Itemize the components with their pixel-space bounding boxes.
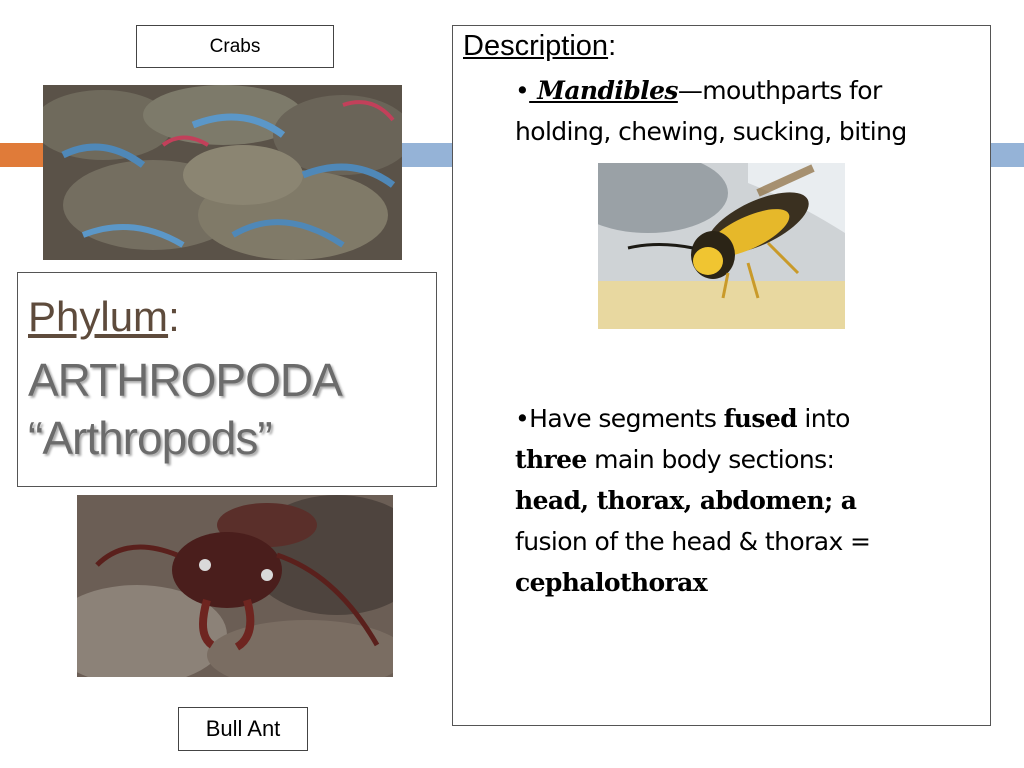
crabs-caption	[136, 25, 334, 68]
crab-photo	[43, 85, 402, 260]
accent-bar-orange	[0, 143, 44, 167]
phylum-title-box	[17, 272, 437, 487]
bull-ant-photo	[77, 495, 393, 677]
crabs-caption-text: Crabs	[209, 35, 261, 57]
segments-lead: •Have segments	[515, 404, 724, 433]
segments-bullet	[515, 398, 985, 603]
phylum-colon: :	[168, 293, 180, 340]
accent-bar-blue-left	[402, 143, 454, 167]
into-text: into	[797, 404, 850, 433]
cephalothorax-term: cephalothorax	[515, 568, 708, 597]
body-sections-term: head, thorax, abdomen; a	[515, 486, 857, 515]
mandibles-definition-a: —mouthparts for	[677, 76, 882, 105]
description-heading-colon: :	[608, 30, 617, 62]
fusion-text: fusion of the head & thorax =	[515, 527, 871, 556]
main-sections-text: main body sections:	[586, 445, 835, 474]
accent-bar-blue-right	[990, 143, 1024, 167]
phylum-common-name: “Arthropods”	[28, 412, 272, 464]
mandibles-bullet	[515, 70, 985, 152]
mandibles-definition-b: holding, chewing, sucking, biting	[515, 117, 907, 146]
phylum-name: ARTHROPODA	[28, 354, 342, 406]
bull-ant-caption-text: Bull Ant	[205, 716, 281, 741]
bull-ant-caption	[178, 707, 308, 751]
phylum-heading	[28, 293, 180, 341]
description-heading	[463, 30, 616, 63]
three-term: three	[515, 445, 587, 474]
bullet-marker: •	[515, 76, 530, 105]
mandibles-term: Mandibles	[529, 76, 678, 105]
fused-term: fused	[723, 404, 798, 433]
wasp-photo	[598, 163, 845, 329]
phylum-label: Phylum	[28, 293, 169, 340]
description-heading-label: Description	[463, 30, 609, 62]
description-box	[452, 25, 991, 726]
